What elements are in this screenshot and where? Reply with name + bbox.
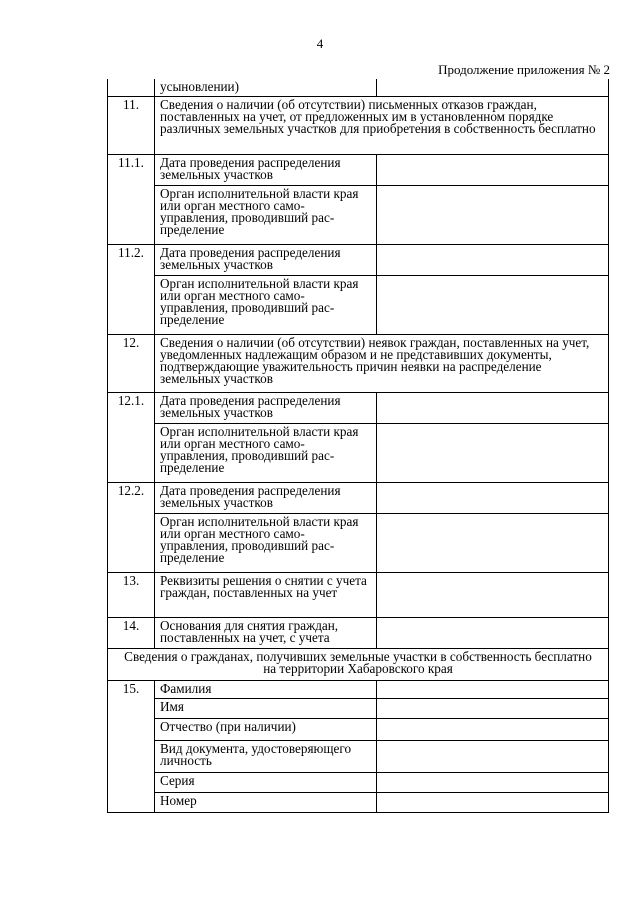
row-value-cell[interactable] bbox=[377, 680, 609, 698]
table-row bbox=[108, 423, 609, 482]
row-label: Дата проведения распределения земельных участков bbox=[155, 392, 377, 423]
table-row bbox=[108, 680, 609, 698]
row-heading: Сведения о наличии (об отсутствии) неявок граждан, поставленных на учет, уведомленных надлежащим образом и не представивших документы, подтверждающие уважительность причин неявки на распределение земельных участков bbox=[155, 334, 609, 392]
row-value-cell[interactable] bbox=[377, 482, 609, 513]
row-value-cell[interactable] bbox=[377, 792, 609, 812]
row-value-cell[interactable] bbox=[377, 740, 609, 772]
row-label: Орган исполнительной власти края или орган местного само-управления, проводивший рас-пределение bbox=[155, 275, 377, 334]
row-value-cell[interactable] bbox=[377, 423, 609, 482]
row-number: 12.2. bbox=[108, 482, 155, 572]
row-number-cell bbox=[108, 79, 155, 96]
row-number: 13. bbox=[108, 572, 155, 617]
table-row bbox=[108, 334, 609, 392]
row-label: Имя bbox=[155, 698, 377, 718]
row-value-cell[interactable] bbox=[377, 718, 609, 740]
row-label: Орган исполнительной власти края или орган местного само-управления, проводивший рас-пределение bbox=[155, 423, 377, 482]
table-row bbox=[108, 698, 609, 718]
table-row bbox=[108, 648, 609, 680]
row-value-cell[interactable] bbox=[377, 772, 609, 792]
row-number: 14. bbox=[108, 617, 155, 648]
row-heading: Сведения о наличии (об отсутствии) письменных отказов граждан, поставленных на учет, от предложенных им в установленном порядке различных земельных участков для приобретения в собственность бесплатно bbox=[155, 96, 609, 154]
row-label: Основания для снятия граждан, поставленных на учет, с учета bbox=[155, 617, 377, 648]
table-row bbox=[108, 617, 609, 648]
table-row bbox=[108, 718, 609, 740]
registry-form-table bbox=[107, 79, 609, 813]
row-label: Орган исполнительной власти края или орган местного само-управления, проводивший рас-пределение bbox=[155, 513, 377, 572]
row-label: Реквизиты решения о снятии с учета граждан, поставленных на учет bbox=[155, 572, 377, 617]
row-number: 11.1. bbox=[108, 154, 155, 244]
row-value-cell[interactable] bbox=[377, 572, 609, 617]
row-value-cell[interactable] bbox=[377, 275, 609, 334]
table-row bbox=[108, 96, 609, 154]
row-value-cell[interactable] bbox=[377, 617, 609, 648]
row-label: Фамилия bbox=[155, 680, 377, 698]
appendix-continuation-label: Продолжение приложения № 2 bbox=[438, 62, 610, 77]
table-row bbox=[108, 740, 609, 772]
row-value-cell[interactable] bbox=[377, 513, 609, 572]
table-row bbox=[108, 275, 609, 334]
table-row bbox=[108, 572, 609, 617]
row-label: Серия bbox=[155, 772, 377, 792]
row-number: 12.1. bbox=[108, 392, 155, 482]
row-label: усыновлении) bbox=[155, 79, 377, 96]
table-row bbox=[108, 772, 609, 792]
row-number: 12. bbox=[108, 334, 155, 392]
row-label: Вид документа, удостоверяющего личность bbox=[155, 740, 377, 772]
table-row bbox=[108, 513, 609, 572]
page-number: 4 bbox=[316, 36, 324, 51]
row-number: 11. bbox=[108, 96, 155, 154]
table-row bbox=[108, 792, 609, 812]
section-heading: Сведения о гражданах, получивших земельные участки в собственность бесплатно на территории Хабаровского края bbox=[108, 648, 609, 680]
row-value-cell[interactable] bbox=[377, 185, 609, 244]
row-value-cell[interactable] bbox=[377, 392, 609, 423]
row-number: 11.2. bbox=[108, 244, 155, 334]
table-row bbox=[108, 482, 609, 513]
table-row bbox=[108, 79, 609, 96]
row-label: Орган исполнительной власти края или орган местного само-управления, проводивший рас-пределение bbox=[155, 185, 377, 244]
row-number: 15. bbox=[108, 680, 155, 812]
row-label: Дата проведения распределения земельных участков bbox=[155, 482, 377, 513]
row-value-cell[interactable] bbox=[377, 698, 609, 718]
row-value-cell[interactable] bbox=[377, 79, 609, 96]
row-value-cell[interactable] bbox=[377, 244, 609, 275]
row-value-cell[interactable] bbox=[377, 154, 609, 185]
row-label: Дата проведения распределения земельных участков bbox=[155, 154, 377, 185]
table-row bbox=[108, 185, 609, 244]
table-row bbox=[108, 154, 609, 185]
row-label: Номер bbox=[155, 792, 377, 812]
row-label: Отчество (при наличии) bbox=[155, 718, 377, 740]
table-row bbox=[108, 244, 609, 275]
table-row bbox=[108, 392, 609, 423]
row-label: Дата проведения распределения земельных участков bbox=[155, 244, 377, 275]
